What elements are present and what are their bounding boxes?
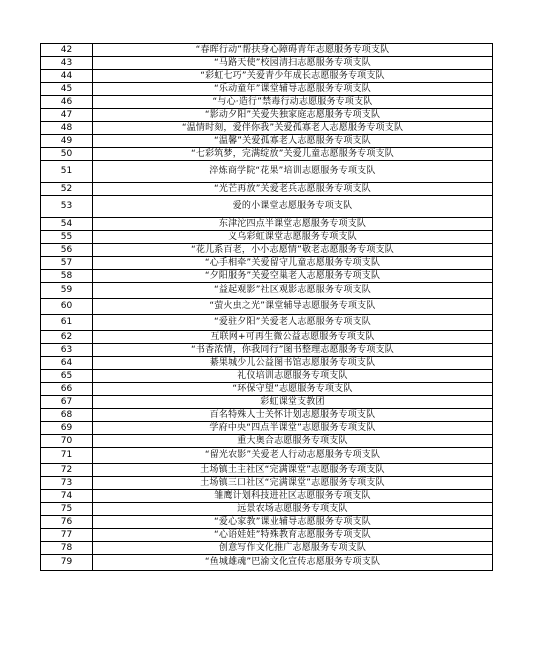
table-row	[41, 357, 493, 370]
table-row	[41, 503, 493, 516]
row-number: 53	[41, 196, 93, 218]
table-row	[41, 344, 493, 357]
row-number: 57	[41, 257, 93, 270]
table-row	[41, 383, 493, 396]
table-row	[41, 409, 493, 422]
table-row	[41, 516, 493, 529]
table-row	[41, 315, 493, 331]
team-name: 爱的小课堂志愿服务专项支队	[93, 196, 493, 218]
team-name: “夕阳服务”关爱空巢老人志愿服务专项支队	[93, 270, 493, 283]
table-row	[41, 331, 493, 344]
team-name: “马路天使”校园清扫志愿服务专项支队	[93, 57, 493, 70]
team-name: “心语娃娃”特殊教育志愿服务专项支队	[93, 529, 493, 542]
row-number: 59	[41, 283, 93, 299]
row-number: 44	[41, 70, 93, 83]
team-name: 彩虹课堂支教团	[93, 396, 493, 409]
row-number: 72	[41, 464, 93, 477]
team-name: “爱心家教”课业辅导志愿服务专项支队	[93, 516, 493, 529]
team-name: 綦果城少儿公益图书馆志愿服务专项支队	[93, 357, 493, 370]
team-name: “光芒再放”关爱老兵志愿服务专项支队	[93, 183, 493, 196]
table-row	[41, 70, 493, 83]
team-name: “温馨”关爱孤寡老人志愿服务专项支队	[93, 135, 493, 148]
row-number: 60	[41, 299, 93, 315]
table-row	[41, 161, 493, 183]
row-number: 49	[41, 135, 93, 148]
row-number: 68	[41, 409, 93, 422]
team-name: 学府中央“四点半课堂”志愿服务专项支队	[93, 422, 493, 435]
table-row	[41, 490, 493, 503]
team-name: 百名特殊人士关怀计划志愿服务专项支队	[93, 409, 493, 422]
table-row	[41, 542, 493, 555]
table-row	[41, 555, 493, 571]
row-number: 77	[41, 529, 93, 542]
row-number: 61	[41, 315, 93, 331]
team-name: “七彩筑梦，完满绽放”关爱儿童志愿服务专项支队	[93, 148, 493, 161]
row-number: 48	[41, 122, 93, 135]
row-number: 74	[41, 490, 93, 503]
table-row	[41, 422, 493, 435]
table-row	[41, 135, 493, 148]
row-number: 67	[41, 396, 93, 409]
team-name: “与心·造行”禁毒行动志愿服务专项支队	[93, 96, 493, 109]
row-number: 64	[41, 357, 93, 370]
row-number: 63	[41, 344, 93, 357]
team-name: “影动夕阳”关爱失独家庭志愿服务专项支队	[93, 109, 493, 122]
table-row	[41, 370, 493, 383]
team-name: 礼仪培训志愿服务专项支队	[93, 370, 493, 383]
team-name: 互联网+可再生微公益志愿服务专项支队	[93, 331, 493, 344]
team-name: “爱驻夕阳”关爱老人志愿服务专项支队	[93, 315, 493, 331]
row-number: 73	[41, 477, 93, 490]
table-row	[41, 96, 493, 109]
team-name: “留光农影”关爱老人行动志愿服务专项支队	[93, 448, 493, 464]
row-number: 54	[41, 218, 93, 231]
table-row	[41, 270, 493, 283]
row-number: 58	[41, 270, 93, 283]
row-number: 70	[41, 435, 93, 448]
team-name: 淬炼商学院“花果”培训志愿服务专项支队	[93, 161, 493, 183]
table-row	[41, 57, 493, 70]
table-row	[41, 435, 493, 448]
team-name: “心手相牵”关爱留守儿童志愿服务专项支队	[93, 257, 493, 270]
row-number: 79	[41, 555, 93, 571]
table-row	[41, 477, 493, 490]
row-number: 47	[41, 109, 93, 122]
team-name: “鱼城雄魂”巴渝文化宣传志愿服务专项支队	[93, 555, 493, 571]
team-name: “彩虹七巧”关爱青少年成长志愿服务专项支队	[93, 70, 493, 83]
team-name: “环保守望”志愿服务专项支队	[93, 383, 493, 396]
team-name: “萤火虫之光”课堂辅导志愿服务专项支队	[93, 299, 493, 315]
team-name: “书香浓情，你我同行”图书整理志愿服务专项支队	[93, 344, 493, 357]
volunteer-team-table	[40, 43, 493, 571]
row-number: 46	[41, 96, 93, 109]
table-row	[41, 83, 493, 96]
team-name: “乐动童年”课堂辅导志愿服务专项支队	[93, 83, 493, 96]
table-row	[41, 448, 493, 464]
team-name: “益起观影”社区观影志愿服务专项支队	[93, 283, 493, 299]
table-row	[41, 183, 493, 196]
table-row	[41, 464, 493, 477]
row-number: 51	[41, 161, 93, 183]
row-number: 52	[41, 183, 93, 196]
table-row	[41, 44, 493, 57]
team-name: 远景农场志愿服务专项支队	[93, 503, 493, 516]
table-row	[41, 283, 493, 299]
team-name: 义乌彩虹课堂志愿服务专项支队	[93, 231, 493, 244]
team-name: 土场镇三口社区“完满课堂”志愿服务专项支队	[93, 477, 493, 490]
table-row	[41, 109, 493, 122]
table-row	[41, 148, 493, 161]
row-number: 69	[41, 422, 93, 435]
volunteer-team-table-container	[40, 43, 492, 571]
row-number: 55	[41, 231, 93, 244]
team-name: 东津沱四点半课堂志愿服务专项支队	[93, 218, 493, 231]
team-name: 重大奥合志愿服务专项支队	[93, 435, 493, 448]
row-number: 76	[41, 516, 93, 529]
row-number: 75	[41, 503, 93, 516]
row-number: 71	[41, 448, 93, 464]
team-name: 土场镇土主社区“完满课堂”志愿服务专项支队	[93, 464, 493, 477]
row-number: 62	[41, 331, 93, 344]
table-row	[41, 218, 493, 231]
row-number: 56	[41, 244, 93, 257]
row-number: 42	[41, 44, 93, 57]
table-row	[41, 299, 493, 315]
table-row	[41, 196, 493, 218]
table-body	[41, 44, 493, 571]
table-row	[41, 231, 493, 244]
team-name: “花儿系百老，小小志愿情”敬老志愿服务专项支队	[93, 244, 493, 257]
team-name: 雏鹰计划科技进社区志愿服务专项支队	[93, 490, 493, 503]
table-row	[41, 244, 493, 257]
row-number: 43	[41, 57, 93, 70]
team-name: 创意写作文化推广志愿服务专项支队	[93, 542, 493, 555]
row-number: 78	[41, 542, 93, 555]
table-row	[41, 396, 493, 409]
row-number: 65	[41, 370, 93, 383]
team-name: “春晖行动”帮扶身心障碍青年志愿服务专项支队	[93, 44, 493, 57]
row-number: 45	[41, 83, 93, 96]
table-row	[41, 257, 493, 270]
row-number: 50	[41, 148, 93, 161]
table-row	[41, 122, 493, 135]
table-row	[41, 529, 493, 542]
team-name: “温情时刻，爱伴你我”关爱孤寡老人志愿服务专项支队	[93, 122, 493, 135]
row-number: 66	[41, 383, 93, 396]
